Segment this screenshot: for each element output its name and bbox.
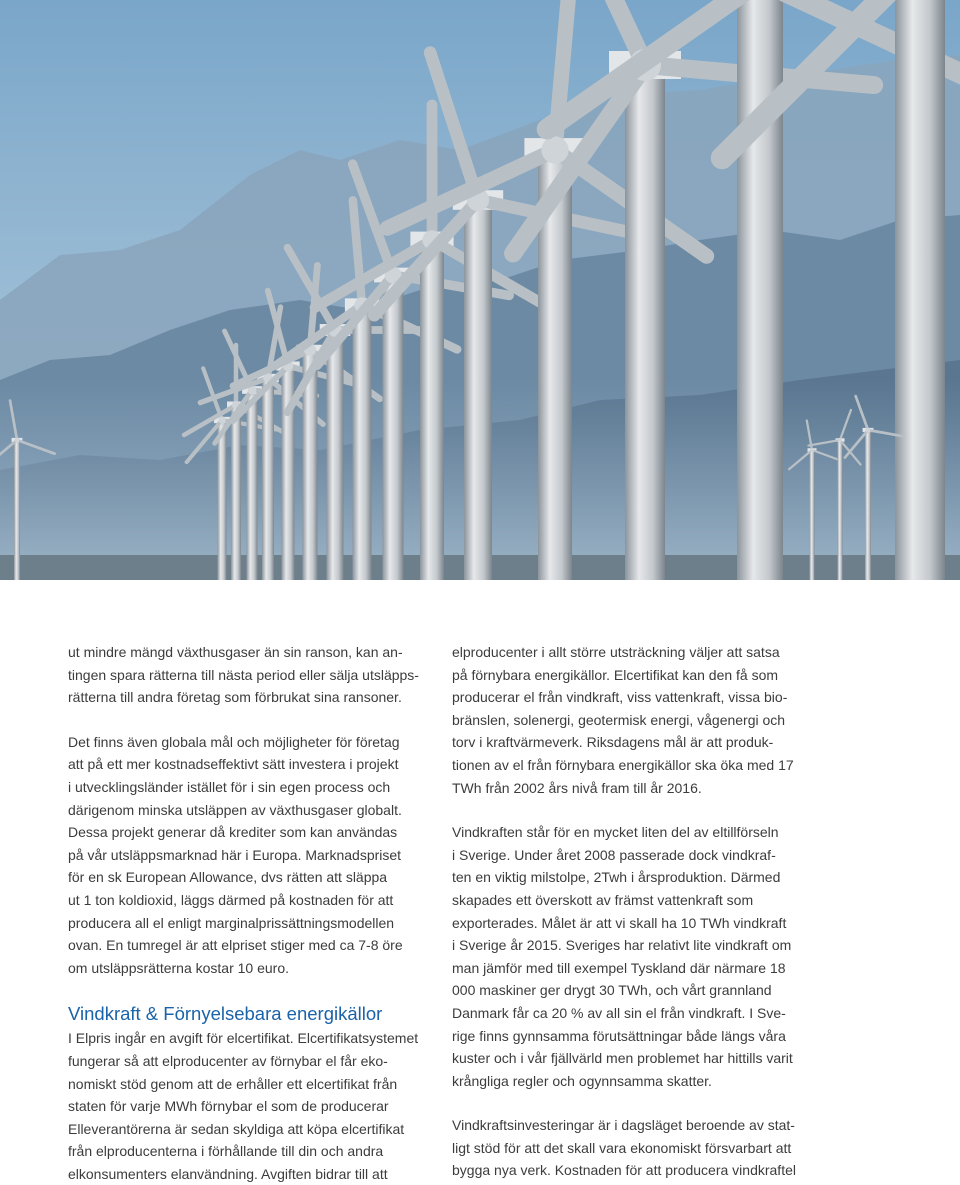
left-column	[68, 641, 423, 1185]
turbine-tower	[247, 390, 258, 580]
left-paragraph-3: I Elpris ingår en avgift för elcertifikat. Elcertifikatsystemet fungerar så att elproducenter av förnybar el får eko- nomiskt stöd genom att de erhåller ett elcertifikat från staten för varje MWh förnybar el som de producerar Elleverantörerna är sedan skyldiga att köpa elcertifikat från elproducenterna i förhållande till din och andra elkonsumenters elanvändning. Avgiften bidrar till att	[68, 1030, 419, 1182]
turbine-hub	[218, 416, 225, 423]
left-paragraph-1: ut mindre mängd växthusgaser än sin ranson, kan an- tingen spara rätterna till nästa period eller sälja utsläpps- rätterna till andra företag som förbrukat sina ransoner.	[68, 644, 419, 706]
turbine-tower	[231, 405, 241, 580]
right-column	[452, 641, 802, 1182]
turbine-tower	[865, 430, 871, 580]
turbine-tower	[327, 330, 344, 580]
turbine-hub	[15, 438, 20, 443]
turbine-tower	[420, 240, 444, 580]
turbine-tower	[262, 378, 274, 580]
turbine-tower	[737, 0, 783, 580]
turbine-tower	[218, 420, 227, 580]
turbine-hub	[541, 136, 568, 163]
turbine-tower	[383, 275, 404, 580]
turbine-tower	[625, 65, 665, 580]
turbine-tower	[464, 200, 492, 580]
left-paragraph-2: Det finns även globala mål och möjligheter för företag att på ett mer kostnadseffektivt sätt investera i projekt i utvecklingsländer istället för i sin egen process och därigenom minska utsläppen av växthusgaser globalt. Dessa projekt generar då krediter som kan användas på vår utsläppsmarknad här i Europa. Marknadspriset för en sk European Allowance, dvs rätten att släppa ut 1 ton koldioxid, läggs därmed på kostnaden för att producera all el enligt marginalprissättningsmodellen ovan. En tumregel är att elpriset stiger med ca 7-8 öre om utsläppsrätterna kostar 10 euro.	[68, 733, 403, 976]
right-paragraph-2: Vindkraften står för en mycket liten del av eltillförseln i Sverige. Under året 2008 passerade dock vindkraf- ten en viktig milstolpe, 2Twh i årsproduktion. Därmed skapades ett överskott av främst vattenkraft som exporterades. Målet är att vi skall ha 10 TWh vindkraft i Sverige år 2015. Sveriges har relativt lite vindkraft om man jämför med till exempel Tyskland där närmare 18 000 maskiner ger drygt 30 TWh, och vårt grannland Danmark får ca 20 % av all sin el från vindkraft. I Sve- rige finns gynnsamma förutsättningar både längs våra kuster och i vår fjällvärld men problemet har hittills varit krångliga regler och ogynnsamma skatter.	[452, 824, 793, 1089]
right-paragraph-3: Vindkraftsinvesteringar är i dagsläget beroende av stat- ligt stöd för att det skall vara ekonomiskt försvarbart att bygga nya verk. Kostnaden för att producera vindkraftel	[452, 1117, 796, 1179]
turbine-tower	[838, 440, 843, 580]
turbine-tower	[810, 450, 815, 580]
turbine-tower	[895, 0, 945, 580]
right-paragraph-1: elproducenter i allt större utsträckning väljer att satsa på förnybara energikällor. Elcertifikat kan den få som producerar el från vindkraft, viss vattenkraft, vissa bio- bränslen, solenergi, geotermisk energi, vågenergi och torv i kraftvärmeverk. Riksdagens mål är att produk- tionen av el från förnybara energikällor ska öka med 17 TWh från 2002 års nivå fram till år 2016.	[452, 644, 794, 796]
wind-turbines-photo	[0, 0, 960, 580]
turbine-hub	[838, 438, 842, 442]
wind-turbines-illustration	[0, 0, 960, 580]
turbine-tower	[14, 440, 20, 580]
turbine-hub	[866, 428, 871, 433]
turbine-hub	[810, 448, 814, 452]
turbine-tower	[353, 305, 372, 580]
section-heading: Vindkraft & Förnyelsebara energikällor	[68, 1003, 383, 1025]
